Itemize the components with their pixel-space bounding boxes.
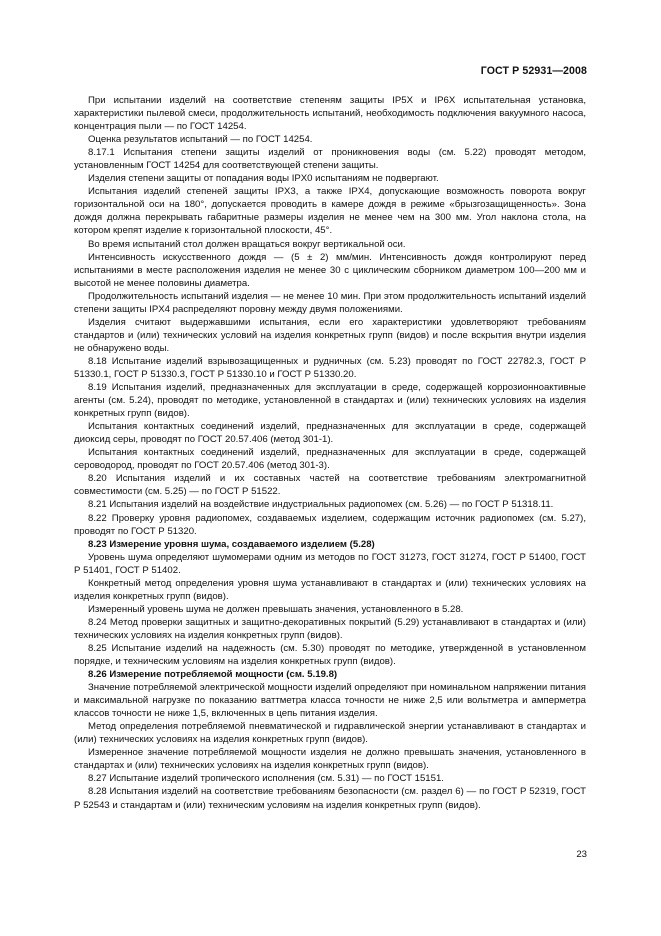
- paragraph: Продолжительность испытаний изделия — не менее 10 мин. При этом продолжительность испытаний изделий степени защиты IPX4 распределяют поровну между двумя положениями.: [74, 290, 586, 315]
- paragraph: Изделия степени защиты от попадания воды IPX0 испытаниям не подвергают.: [88, 173, 439, 185]
- paragraph: 8.21 Испытания изделий на воздействие индустриальных радиопомех (см. 5.26) — по ГОСТ Р 51318.11.: [88, 499, 554, 511]
- document-body: [74, 94, 586, 812]
- paragraph: Испытания контактных соединений изделий, предназначенных для эксплуатации в среде, содержащей сероводород, проводят по ГОСТ 20.57.406 (метод 301-3).: [74, 447, 586, 472]
- page-number: 23: [576, 849, 587, 860]
- paragraph: Интенсивность искусственного дождя — (5 ± 2) мм/мин. Интенсивность дождя контролируют перед испытаниями в месте расположения изделия не менее 30 с циклическим сборником диаметром 100—200 мм и высотой не менее половины диаметра.: [74, 251, 586, 289]
- paragraph: 8.28 Испытания изделий на соответствие требованиям безопасности (см. раздел 6) — по ГОСТ Р 52319, ГОСТ Р 52543 и стандартам и (или) техническим условиям на изделия конкретных групп (видов).: [74, 786, 586, 811]
- paragraph: Изделия считают выдержавшими испытания, если его характеристики удовлетворяют требованиям стандартов и (или) технических условий на изделия конкретных групп (видов) и после вскрытия внутри изделия не обнаружено воды.: [74, 316, 586, 354]
- section-heading: 8.26 Измерение потребляемой мощности (см. 5.19.8): [88, 669, 338, 681]
- paragraph: Конкретный метод определения уровня шума устанавливают в стандартах и (или) технических условиях на изделия конкретных групп (видов).: [74, 577, 586, 602]
- paragraph: 8.24 Метод проверки защитных и защитно-декоративных покрытий (5.29) устанавливают в стандартах и (или) технических условиях на изделия конкретных групп (видов).: [74, 616, 586, 641]
- paragraph: Измеренное значение потребляемой мощности изделия не должно превышать значения, установленного в стандартах и (или) технических условиях на изделия конкретных групп (видов).: [74, 747, 586, 772]
- paragraph: 8.19 Испытания изделий, предназначенных для эксплуатации в среде, содержащей коррозионноактивные агенты (см. 5.24), проводят по методике, установленной в стандартах и (или) технических условиях на изделия конкретных групп (видов).: [74, 382, 586, 420]
- paragraph: Уровень шума определяют шумомерами одним из методов по ГОСТ 31273, ГОСТ 31274, ГОСТ Р 51400, ГОСТ Р 51401, ГОСТ Р 51402.: [74, 551, 586, 576]
- paragraph: Испытания контактных соединений изделий, предназначенных для эксплуатации в среде, содержащей диоксид серы, проводят по ГОСТ 20.57.406 (метод 301-1).: [74, 421, 586, 446]
- paragraph: 8.18 Испытание изделий взрывозащищенных и рудничных (см. 5.23) проводят по ГОСТ 22782.3, ГОСТ Р 51330.1, ГОСТ Р 51330.3, ГОСТ Р 51330.10 и ГОСТ Р 51330.20.: [74, 355, 586, 380]
- paragraph: 8.25 Испытание изделий на надежность (см. 5.30) проводят по методике, утвержденной в установленном порядке, и техническим условиям на изделия конкретных групп (видов).: [74, 642, 586, 668]
- paragraph: 8.27 Испытание изделий тропического исполнения (см. 5.31) — по ГОСТ 15151.: [88, 773, 444, 785]
- document-header: ГОСТ Р 52931—2008: [480, 65, 587, 77]
- section-heading: 8.23 Измерение уровня шума, создаваемого изделием (5.28): [88, 538, 375, 550]
- paragraph: 8.17.1 Испытания степени защиты изделий от проникновения воды (см. 5.22) проводят методом, установленным ГОСТ 14254 для соответствующей степени защиты.: [74, 147, 586, 172]
- paragraph: Значение потребляемой электрической мощности изделий определяют при номинальном напряжении питания и максимальной нагрузке по показанию ваттметра класса точности не ниже 2,5 или вольтметра и амперметра классов точности не ниже 1,5, включенных в цепь питания изделия.: [74, 682, 586, 720]
- paragraph: При испытании изделий на соответствие степеням защиты IP5X и IP6X испытательная установка, характеристики пылевой смеси, продолжительность испытаний, необходимость подключения вакуумного насоса, концентрация пыли — по ГОСТ 14254.: [74, 95, 586, 133]
- paragraph: Во время испытаний стол должен вращаться вокруг вертикальной оси.: [88, 238, 406, 250]
- paragraph: Оценка результатов испытаний — по ГОСТ 14254.: [88, 134, 313, 146]
- paragraph: Испытания изделий степеней защиты IPX3, а также IPX4, допускающие возможность поворота вокруг горизонтальной оси на 180°, допускается проводить в камере дождя в режиме «брызгозащищенность». Зона дождя должна перекрывать габаритные размеры изделия не менее чем на 300 мм. Угол наклона стола, на котором крепят изделие к горизонтальной плоскости, 45°.: [74, 186, 586, 237]
- paragraph: Измеренный уровень шума не должен превышать значения, установленного в 5.28.: [88, 603, 464, 615]
- paragraph: 8.20 Испытания изделий и их составных частей на соответствие требованиям электромагнитной совместимости (см. 5.25) — по ГОСТ Р 51522.: [74, 473, 586, 498]
- paragraph: 8.22 Проверку уровня радиопомех, создаваемых изделием, содержащим источник радиопомех (см. 5.27), проводят по ГОСТ Р 51320.: [74, 512, 586, 537]
- paragraph: Метод определения потребляемой пневматической и гидравлической энергии устанавливают в стандартах и (или) технических условиях на изделия конкретных групп (видов).: [74, 721, 586, 746]
